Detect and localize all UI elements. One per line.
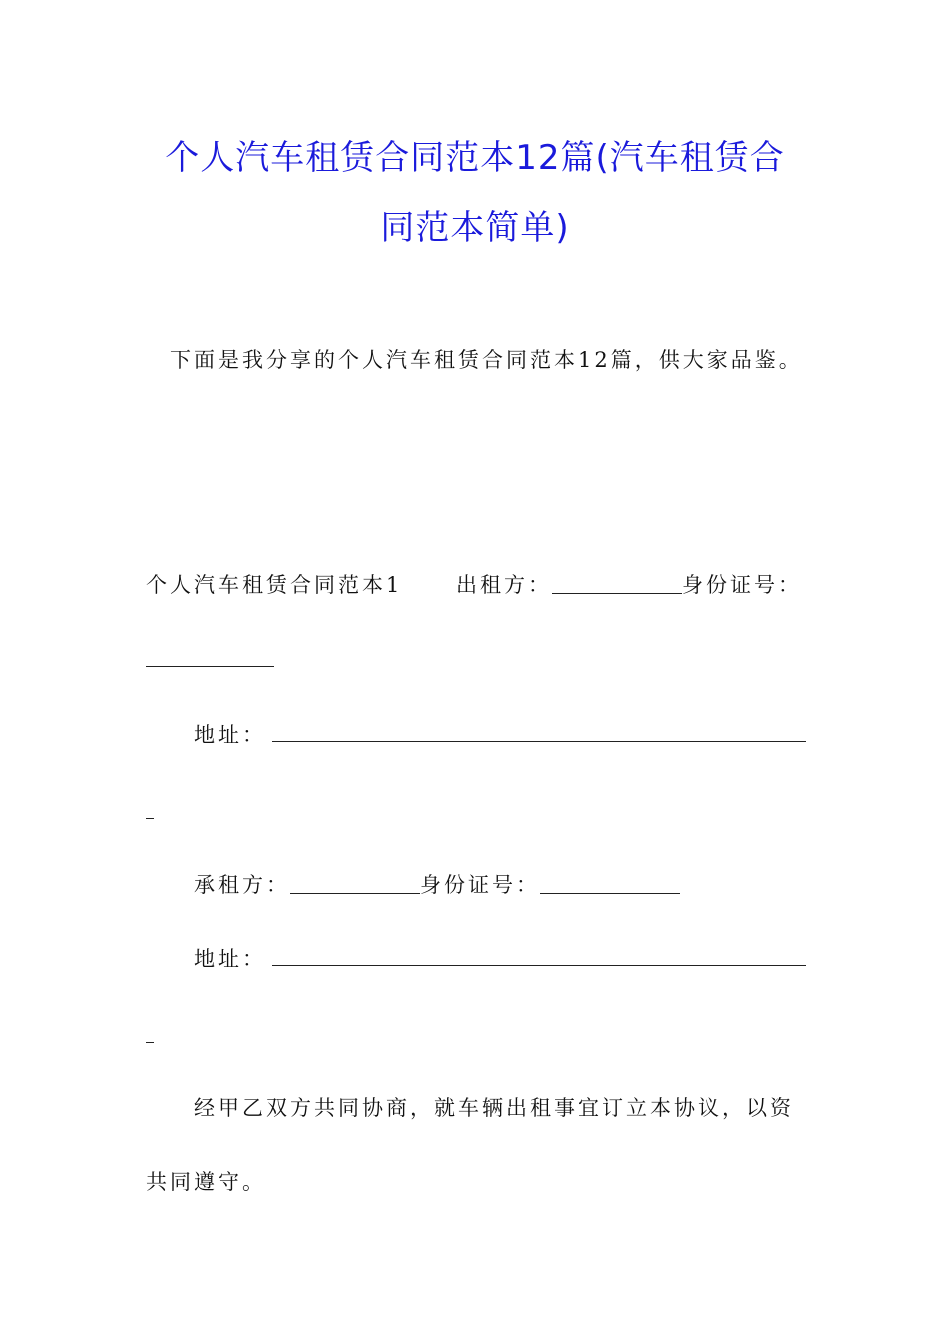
lessee-address-blank bbox=[272, 965, 806, 966]
document-title-line-2: 同范本简单) bbox=[380, 208, 570, 248]
lessee-blank bbox=[290, 875, 420, 894]
lessor-address-blank bbox=[272, 741, 806, 742]
lessor-address-label: 地址： bbox=[194, 723, 266, 747]
lessee-address-label: 地址： bbox=[194, 947, 266, 971]
lessee-label: 承租方： bbox=[194, 873, 290, 897]
lessor-label: 出租方： bbox=[456, 573, 552, 597]
lessee-address-blank-end bbox=[146, 1042, 154, 1043]
lessor-blank bbox=[552, 575, 682, 594]
lessee-id-blank bbox=[540, 875, 680, 894]
lessor-address-blank-end bbox=[146, 818, 154, 819]
lessee-id-label: 身份证号： bbox=[420, 873, 540, 897]
lessor-id-blank bbox=[146, 666, 274, 667]
lessee-row bbox=[194, 870, 680, 900]
intro-paragraph: 下面是我分享的个人汽车租赁合同范本12篇，供大家品鉴。 bbox=[170, 348, 803, 372]
lessor-id-label: 身份证号： bbox=[682, 573, 802, 597]
document-title-line-1: 个人汽车租赁合同范本12篇(汽车租赁合 bbox=[165, 138, 785, 178]
agreement-paragraph-line-2: 共同遵守。 bbox=[146, 1170, 266, 1194]
lessor-row bbox=[456, 570, 802, 600]
sample-heading bbox=[146, 570, 402, 600]
agreement-paragraph-line-1: 经甲乙双方共同协商，就车辆出租事宜订立本协议，以资 bbox=[194, 1096, 794, 1120]
sample-heading-text: 个人汽车租赁合同范本1 bbox=[146, 573, 403, 597]
